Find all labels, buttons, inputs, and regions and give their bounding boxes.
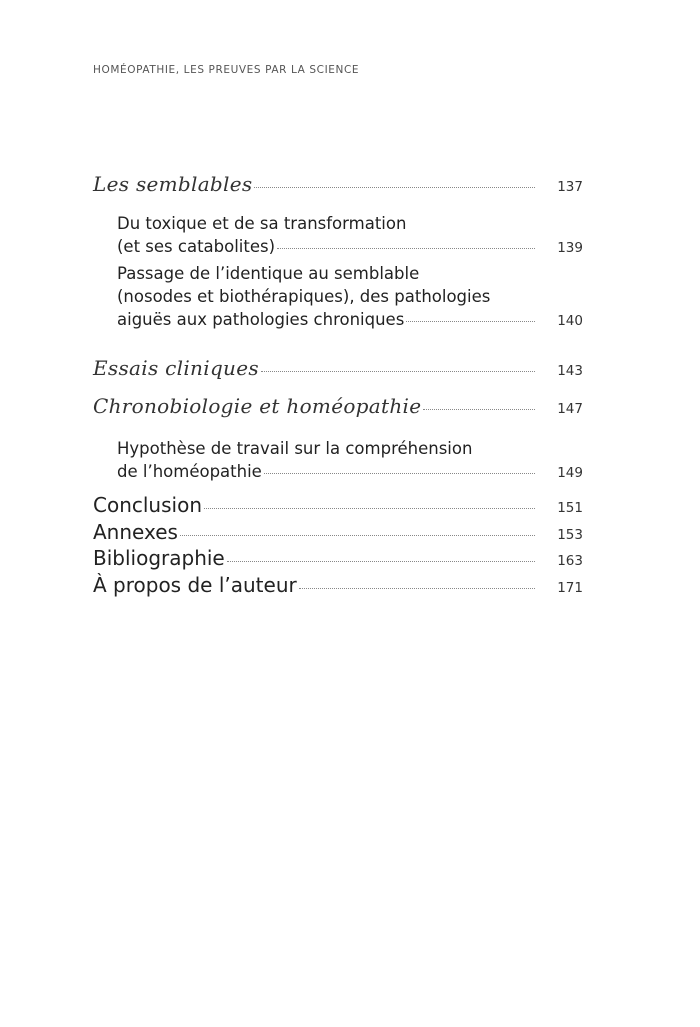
entry-title: Conclusion	[93, 493, 202, 517]
toc-entry-passage[interactable]	[117, 262, 583, 331]
page-number: 149	[557, 465, 583, 481]
page-number: 171	[557, 580, 583, 596]
page-number: 151	[557, 500, 583, 516]
running-head: HOMÉOPATHIE, LES PREUVES PAR LA SCIENCE	[93, 64, 360, 76]
entry-title: Essais cliniques	[93, 356, 259, 380]
dot-leader	[299, 588, 535, 589]
page-number: 139	[557, 240, 583, 256]
entry-title-line: (nosodes et biothérapiques), des pathologies	[117, 287, 491, 306]
toc-entry-chrono[interactable]	[93, 394, 583, 418]
page-number: 137	[557, 179, 583, 195]
dot-leader	[204, 508, 535, 509]
dot-leader	[254, 187, 535, 188]
page-number: 163	[557, 553, 583, 569]
page-number: 153	[557, 527, 583, 543]
entry-title-line: de l’homéopathie	[117, 462, 262, 481]
dot-leader	[406, 321, 535, 322]
toc-entry-toxique[interactable]	[117, 212, 583, 258]
entry-title-line: (et ses catabolites)	[117, 237, 276, 256]
entry-title-line: Hypothèse de travail sur la compréhension	[117, 439, 473, 458]
entry-title-line: Passage de l’identique au semblable	[117, 264, 420, 283]
toc-entry-essais[interactable]	[93, 356, 583, 380]
page-number: 143	[557, 363, 583, 379]
entry-title: À propos de l’auteur	[93, 573, 297, 597]
dot-leader	[261, 371, 535, 372]
entry-title: Chronobiologie et homéopathie	[93, 394, 422, 418]
entry-title: Annexes	[93, 520, 178, 544]
entry-title-line: Du toxique et de sa transformation	[117, 214, 407, 233]
toc-entry-hypothese[interactable]	[117, 437, 583, 483]
page-number: 140	[557, 313, 583, 329]
toc-entry-semblables[interactable]	[93, 172, 583, 196]
toc-entry-auteur[interactable]	[93, 572, 583, 602]
entry-title: Bibliographie	[93, 546, 225, 570]
dot-leader	[277, 248, 535, 249]
page-number: 147	[557, 401, 583, 417]
dot-leader	[180, 535, 535, 536]
toc-entry-conclusion[interactable]	[93, 492, 583, 522]
dot-leader	[264, 473, 535, 474]
entry-title-line: aiguës aux pathologies chroniques	[117, 310, 405, 329]
toc-entry-bibliographie[interactable]	[93, 545, 583, 575]
dot-leader	[423, 409, 535, 410]
dot-leader	[227, 561, 535, 562]
entry-title: Les semblables	[93, 172, 253, 196]
